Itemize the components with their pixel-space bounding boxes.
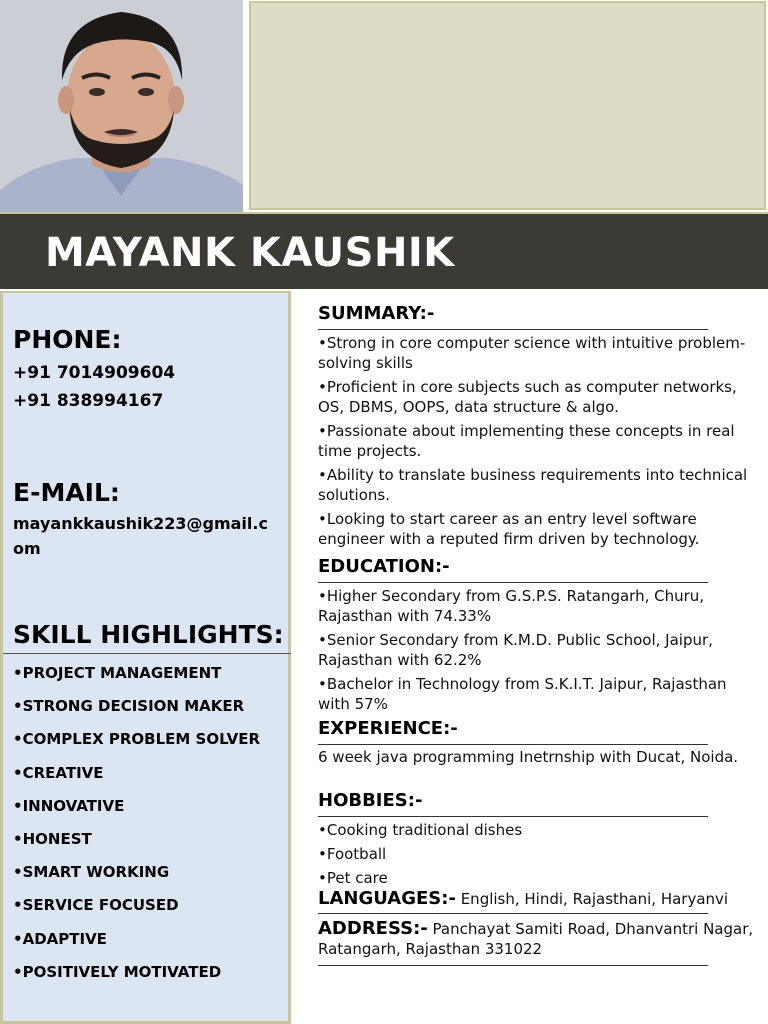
- address-heading: ADDRESS:-: [318, 918, 428, 939]
- skill-item: •STRONG DECISION MAKER: [13, 697, 245, 716]
- skill-item: •INNOVATIVE: [13, 796, 125, 815]
- education-item: •Senior Secondary from K.M.D. Public School, Jaipur, Rajasthan with 62.2%: [318, 631, 713, 669]
- email-address-line-2: om: [13, 539, 41, 558]
- address-divider: [318, 965, 708, 966]
- skill-item: •COMPLEX PROBLEM SOLVER: [13, 730, 260, 749]
- skill-item: •SERVICE FOCUSED: [13, 896, 179, 915]
- languages-heading: LANGUAGES:-: [318, 888, 456, 909]
- languages-line: [318, 889, 763, 909]
- skills-list: [13, 663, 260, 995]
- skill-item: •POSITIVELY MOTIVATED: [13, 962, 222, 981]
- hobby-item: •Football: [318, 845, 387, 863]
- summary-item: •Proficient in core subjects such as computer networks, OS, DBMS, OOPS, data structure & algo.: [318, 378, 737, 416]
- summary-heading: SUMMARY:-: [318, 303, 435, 324]
- experience-divider: [318, 744, 708, 745]
- skill-item: •HONEST: [13, 829, 92, 848]
- skill-item: •PROJECT MANAGEMENT: [13, 664, 222, 682]
- skill-item: •SMART WORKING: [13, 863, 170, 882]
- languages-divider: [318, 913, 708, 914]
- name-banner: [0, 212, 768, 289]
- skills-divider: [3, 653, 291, 654]
- blank-header-box: [249, 1, 766, 210]
- hobbies-divider: [318, 816, 708, 817]
- experience-text: 6 week java programming Inetrnship with Ducat, Noida.: [318, 748, 739, 766]
- summary-item: •Looking to start career as an entry level software engineer with a reputed firm driven by technology.: [318, 510, 700, 548]
- experience-heading: EXPERIENCE:-: [318, 718, 458, 739]
- summary-item: •Strong in core computer science with intuitive problem-solving skills: [318, 334, 746, 372]
- education-section: [318, 555, 763, 714]
- skill-item: •ADAPTIVE: [13, 929, 107, 948]
- phone-heading: PHONE:: [13, 325, 122, 354]
- summary-section: [318, 302, 763, 549]
- email-heading: E-MAIL:: [13, 478, 120, 507]
- skills-heading: SKILL HIGHLIGHTS:: [13, 620, 284, 649]
- profile-photo: [0, 0, 243, 212]
- languages-section: [318, 889, 763, 914]
- education-item: •Higher Secondary from G.S.P.S. Ratangarh, Churu, Rajasthan with 74.33%: [318, 587, 705, 625]
- hobby-item: •Pet care: [318, 869, 388, 887]
- hobbies-section: [318, 789, 763, 888]
- phone-number-2: +91 838994167: [13, 391, 164, 411]
- address-line: [318, 919, 763, 959]
- education-divider: [318, 582, 708, 583]
- hobby-item: •Cooking traditional dishes: [318, 821, 523, 839]
- experience-section: [318, 717, 763, 767]
- full-name: MAYANK KAUSHIK: [45, 230, 455, 276]
- education-item: •Bachelor in Technology from S.K.I.T. Jaipur, Rajasthan with 57%: [318, 675, 727, 713]
- address-section: [318, 919, 763, 966]
- summary-item: •Ability to translate business requirements into technical solutions.: [318, 466, 748, 504]
- skill-item: •CREATIVE: [13, 763, 104, 782]
- hobbies-heading: HOBBIES:-: [318, 790, 423, 811]
- summary-item: •Passionate about implementing these concepts in real time projects.: [318, 422, 735, 460]
- languages-value: English, Hindi, Rajasthani, Haryanvi: [455, 890, 729, 908]
- phone-number-1: +91 7014909604: [13, 363, 176, 383]
- summary-divider: [318, 329, 708, 330]
- email-address-line-1: mayankkaushik223@gmail.c: [13, 514, 268, 533]
- education-heading: EDUCATION:-: [318, 556, 450, 577]
- address-value: Panchayat Samiti Road, Dhanvantri Nagar, Ratangarh, Rajasthan 331022: [318, 920, 754, 958]
- contact-sidebar: [0, 291, 291, 1024]
- profile-photo-image: [0, 0, 243, 212]
